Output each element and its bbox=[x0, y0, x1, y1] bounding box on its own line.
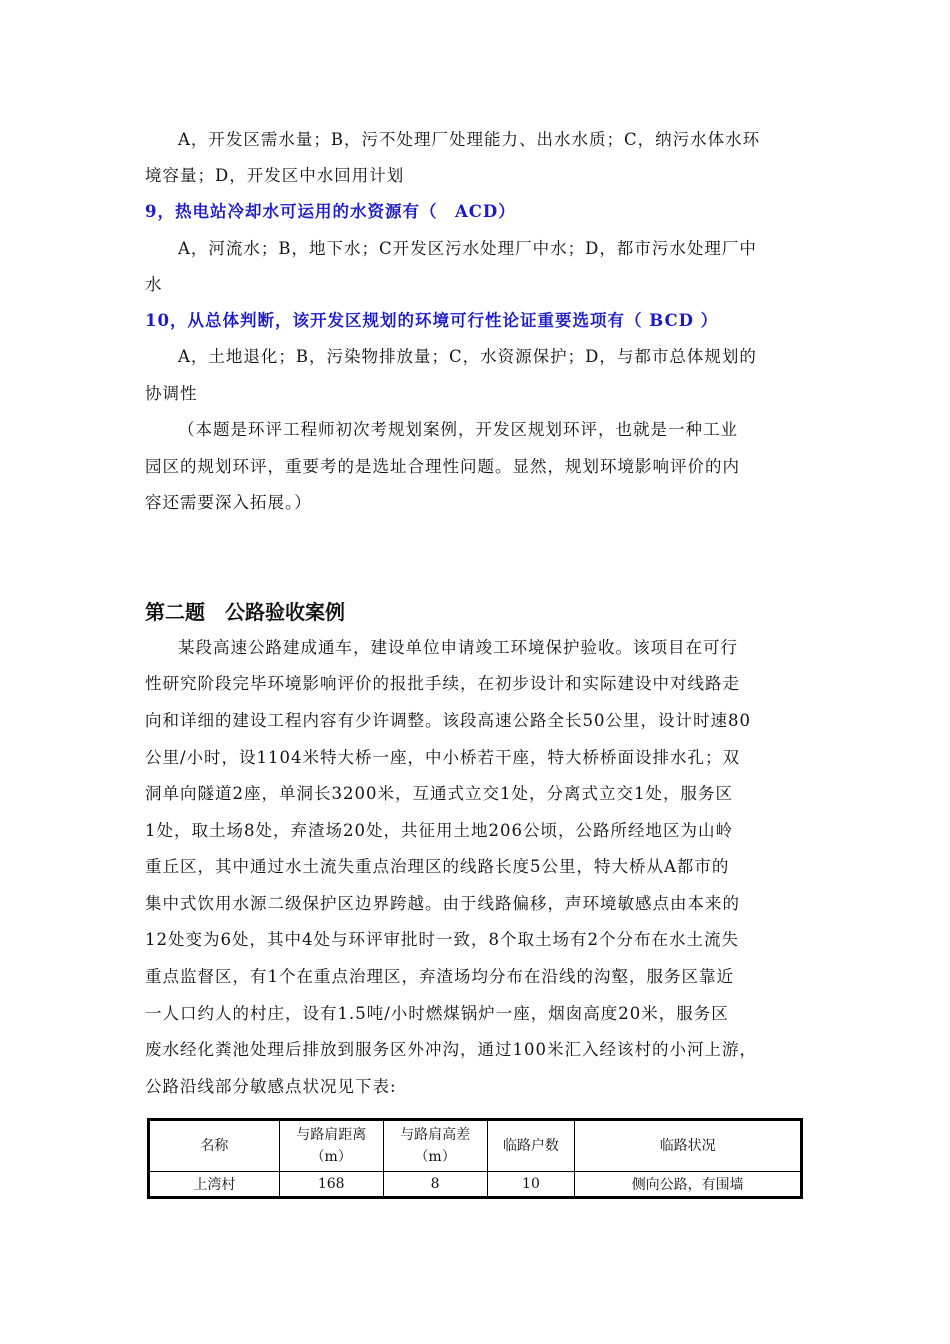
body-paragraph-line: 重点监督区，有1个在重点治理区，弃渣场均分布在沿线的沟壑，服务区靠近 bbox=[145, 967, 734, 986]
table-header-row bbox=[150, 1121, 801, 1172]
header-text: 与路肩距离 bbox=[296, 1127, 367, 1143]
sensitive-points-table bbox=[149, 1120, 801, 1197]
body-paragraph-line: 某段高速公路建成通车，建设单位申请竣工环境保护验收。该项目在可行 bbox=[178, 638, 738, 657]
header-unit: （m） bbox=[310, 1149, 352, 1165]
table-header-cell: 名称 bbox=[150, 1121, 280, 1172]
answer-options-line: 境容量；D，开发区中水回用计划 bbox=[145, 166, 405, 185]
body-paragraph-line: 废水经化粪池处理后排放到服务区外冲沟，通过100米汇入经该村的小河上游， bbox=[145, 1040, 757, 1059]
body-paragraph-line: 向和详细的建设工程内容有少许调整。该段高速公路全长50公里，设计时速80 bbox=[145, 711, 751, 730]
table-header-cell: 临路状况 bbox=[575, 1121, 801, 1172]
body-paragraph-line: 性研究阶段完毕环境影响评价的报批手续，在初步设计和实际建设中对线路走 bbox=[145, 674, 740, 693]
body-paragraph-line: 洞单向隧道2座，单洞长3200米，互通式立交1处，分离式立交1处，服务区 bbox=[145, 784, 733, 803]
table-header-cell: 临路户数 bbox=[487, 1121, 575, 1172]
answer-options-line: 水 bbox=[145, 275, 163, 294]
table-cell: 8 bbox=[383, 1172, 487, 1197]
commentary-line: （本题是环评工程师初次考规划案例，开发区规划环评，也就是一种工业 bbox=[178, 420, 738, 439]
body-paragraph-line: 重丘区，其中通过水土流失重点治理区的线路长度5公里，特大桥从A都市的 bbox=[145, 857, 730, 876]
question-9: 9，热电站冷却水可运用的水资源有（ ACD） bbox=[145, 202, 516, 221]
header-text: 与路肩高差 bbox=[400, 1127, 471, 1143]
answer-options-line: A，河流水；B，地下水；C开发区污水处理厂中水；D，都市污水处理厂中 bbox=[178, 239, 757, 258]
body-paragraph-line: 1处，取土场8处，弃渣场20处，共征用土地206公顷，公路所经地区为山岭 bbox=[145, 821, 733, 840]
table-cell: 上湾村 bbox=[150, 1172, 280, 1197]
table-row bbox=[150, 1172, 801, 1197]
body-paragraph-line: 一人口约人的村庄，设有1.5吨/小时燃煤锅炉一座，烟囱高度20米，服务区 bbox=[145, 1004, 729, 1023]
table-cell: 10 bbox=[487, 1172, 575, 1197]
table-header-cell bbox=[383, 1121, 487, 1172]
commentary-line: 容还需要深入拓展。） bbox=[145, 493, 312, 512]
answer-options-line: 协调性 bbox=[145, 384, 198, 403]
table-cell: 168 bbox=[279, 1172, 383, 1197]
header-unit: （m） bbox=[414, 1149, 456, 1165]
question-10: 10，从总体判断，该开发区规划的环境可行性论证重要选项有（ BCD ） bbox=[145, 311, 719, 330]
body-paragraph-line: 公里/小时，设1104米特大桥一座，中小桥若干座，特大桥桥面设排水孔；双 bbox=[145, 748, 741, 767]
body-paragraph-line: 12处变为6处，其中4处与环评审批时一致，8个取土场有2个分布在水土流失 bbox=[145, 930, 739, 949]
table-header-cell bbox=[279, 1121, 383, 1172]
answer-options-line: A，开发区需水量；B，污不处理厂处理能力、出水水质；C，纳污水体水环 bbox=[178, 130, 761, 149]
table-cell: 侧向公路，有围墙 bbox=[575, 1172, 801, 1197]
body-paragraph-line: 集中式饮用水源二级保护区边界跨越。由于线路偏移，声环境敏感点由本来的 bbox=[145, 894, 740, 913]
body-paragraph-line: 公路沿线部分敏感点状况见下表: bbox=[145, 1077, 397, 1096]
answer-options-line: A，土地退化；B，污染物排放量；C，水资源保护；D，与都市总体规划的 bbox=[178, 347, 757, 366]
commentary-line: 园区的规划环评，重要考的是选址合理性问题。显然，规划环境影响评价的内 bbox=[145, 457, 740, 476]
section-heading: 第二题 公路验收案例 bbox=[145, 600, 345, 624]
